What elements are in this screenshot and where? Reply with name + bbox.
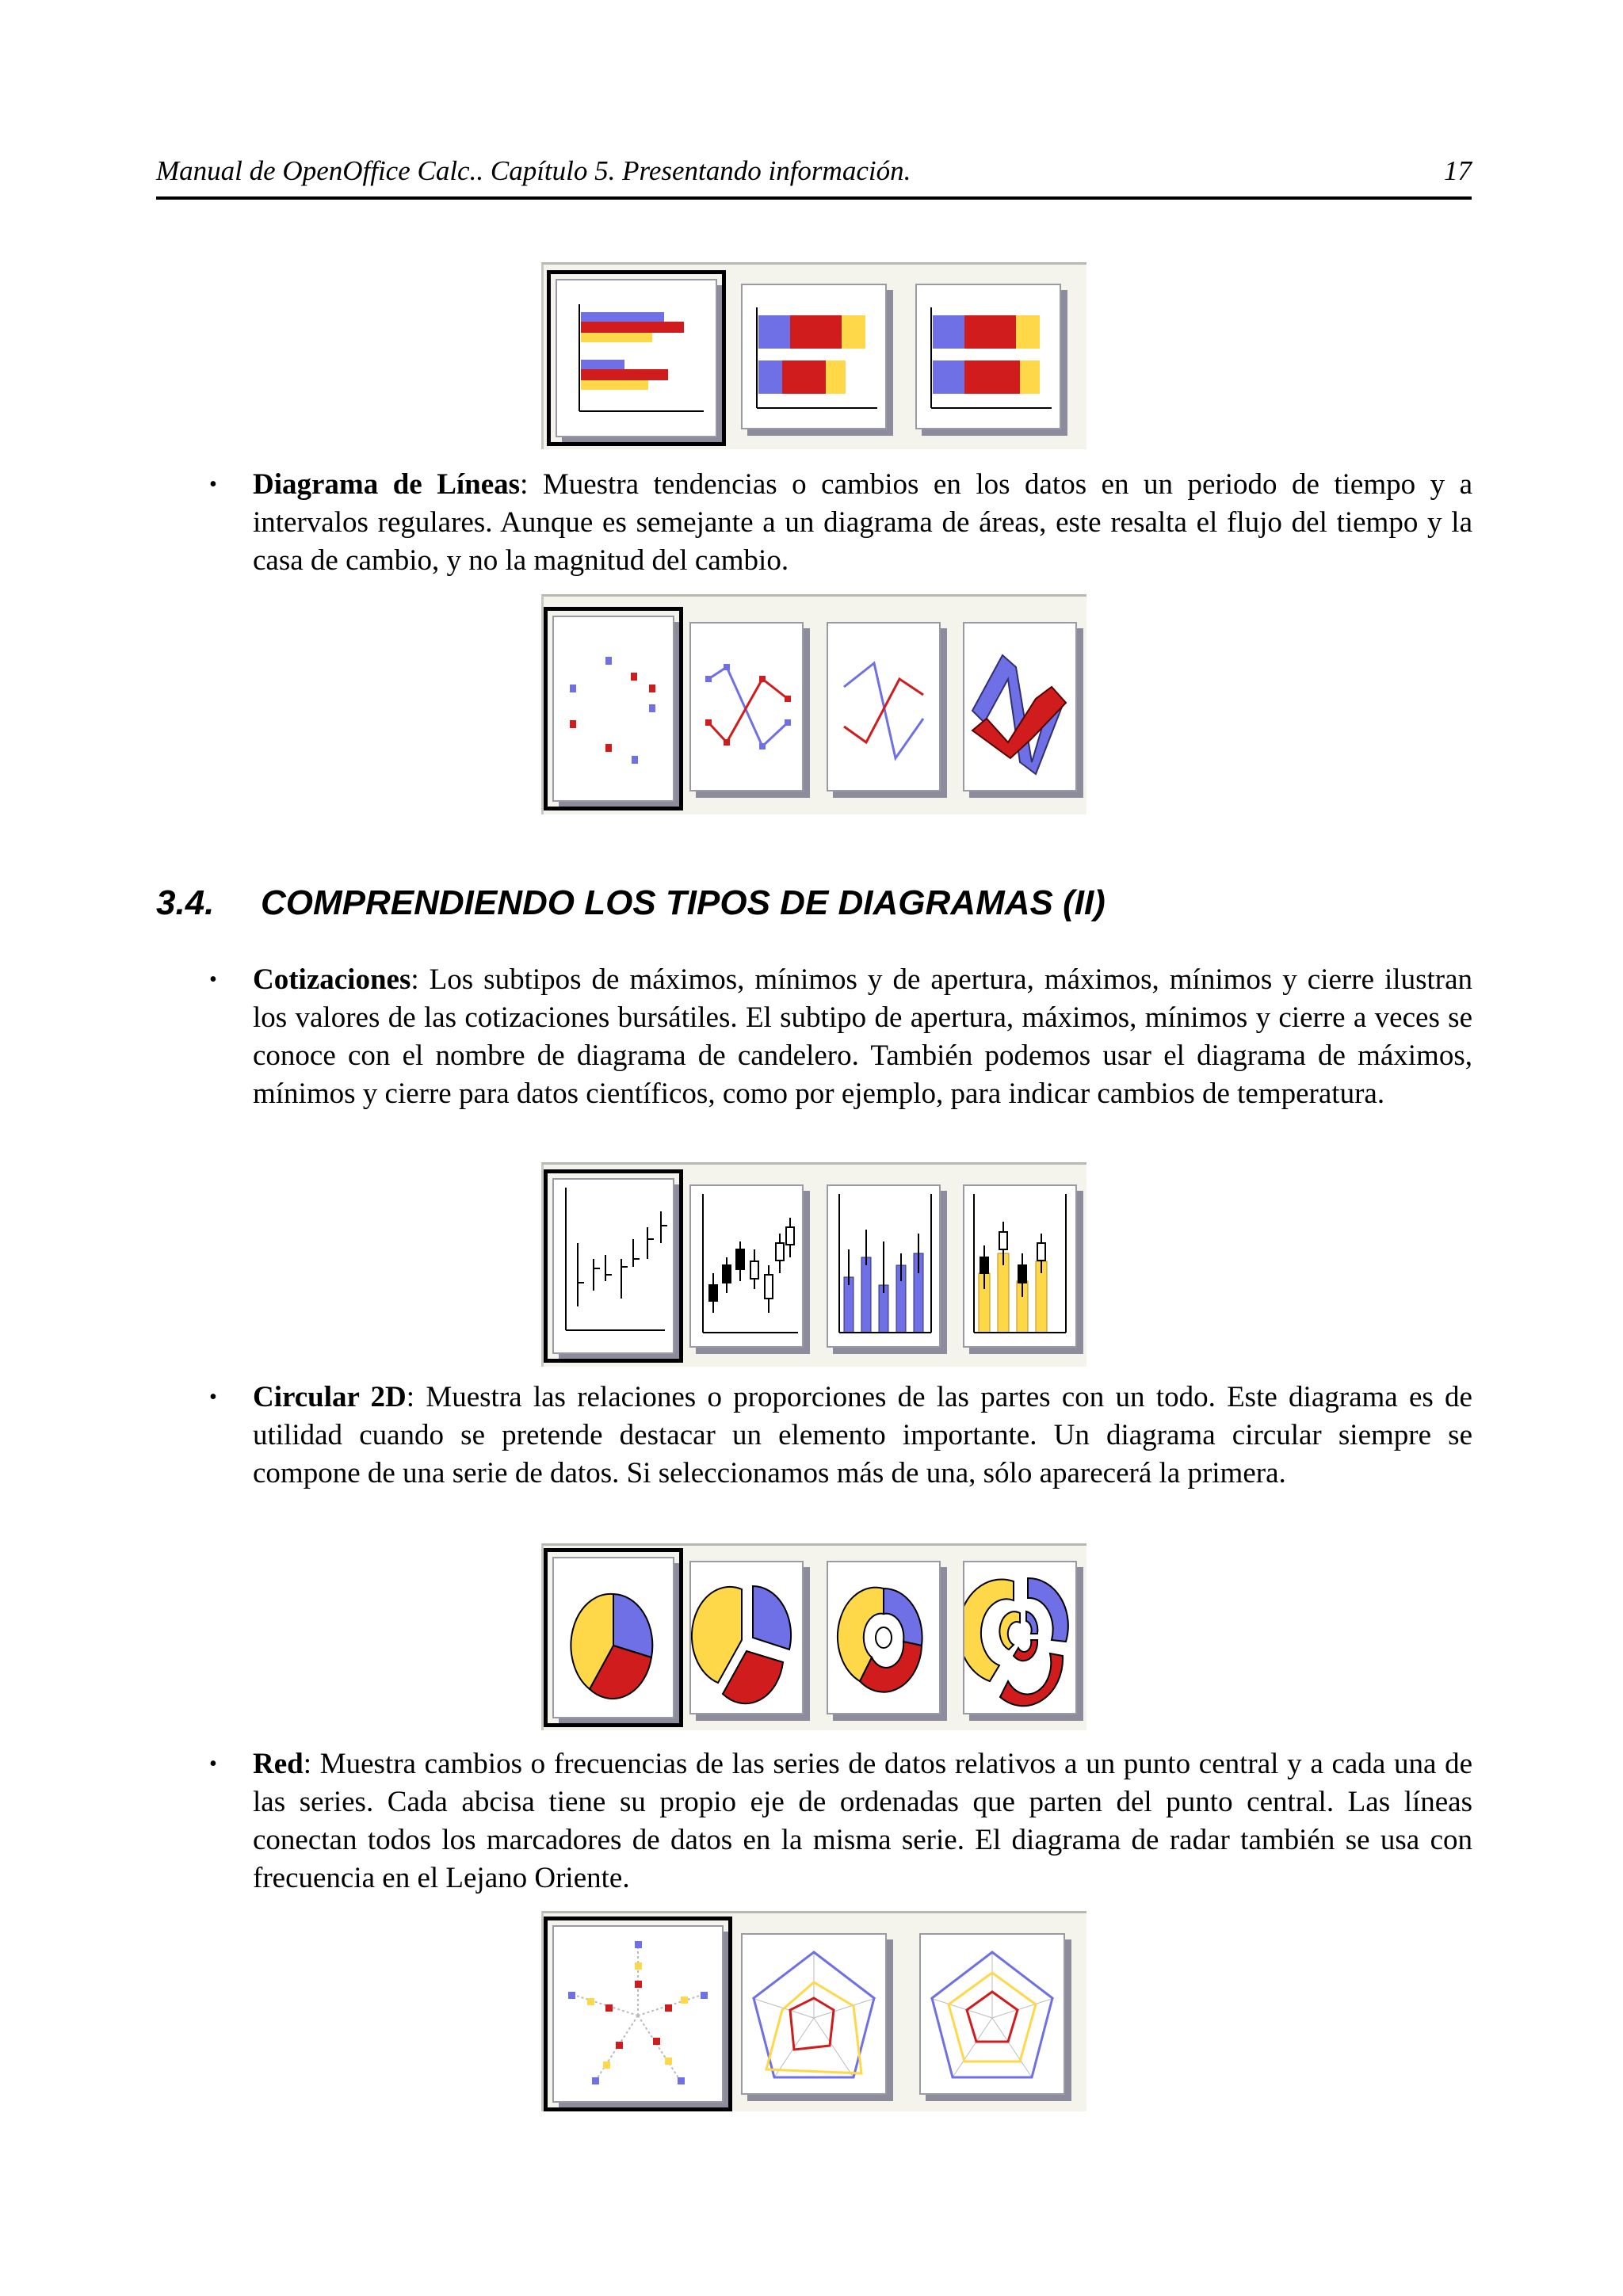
stock-volume-ohlc-icon[interactable]	[963, 1184, 1077, 1348]
section-title: COMPRENDIENDO LOS TIPOS DE DIAGRAMAS (II)	[261, 883, 1106, 922]
donut-icon[interactable]	[827, 1561, 941, 1714]
net-stacked-icon[interactable]	[919, 1933, 1065, 2095]
line-3d-icon[interactable]	[963, 622, 1077, 791]
bullet-term: Diagrama de Líneas	[253, 468, 521, 501]
bar-percent-stacked-icon[interactable]	[915, 284, 1061, 429]
bullet-red: • Red: Muestra cambios o frecuencias de las series de datos relativos a un punto central y a cada una de las series. Cada abcisa tiene su propio eje de ordenadas que parten del punto central. Las líneas conectan todos los marcadores de datos en la misma serie. El diagrama de radar también se usa con frecuencia en el Lejano Oriente.	[209, 1748, 1472, 1894]
line-points-lines-icon[interactable]	[689, 622, 804, 791]
pie-exploded-icon[interactable]	[689, 1561, 804, 1714]
bullet-text: : Los subtipos de máximos, mínimos y de apertura, máximos, mínimos y cierre ilustran los valores de las cotizaciones bursátiles. El subtipo de apertura, máximos, mínimos y cierre a veces se conoce con el nombre de diagrama de candelero. También podemos usar el diagrama de máximos, mínimos y cierre para datos científicos, como por ejemplo, para indicar cambios de temperatura.	[253, 963, 1472, 1110]
pie-normal-icon[interactable]	[552, 1557, 674, 1718]
header-title: Manual de OpenOffice Calc.. Capítulo 5. Presentando información.	[156, 155, 911, 186]
bullet-diagrama-lineas: • Diagrama de Líneas: Muestra tendencias o cambios en los datos en un periodo de tiempo y a intervalos regulares. Aunque es semejante a un diagrama de áreas, este resalta el flujo del tiempo y la casa de cambio, y no la magnitud del cambio.	[209, 468, 1472, 577]
page-number: 17	[1444, 155, 1472, 186]
bullet-term: Red	[253, 1748, 304, 1780]
bullet-circular-2d: • Circular 2D: Muestra las relaciones o proporciones de las partes con un todo. Este diagrama es de utilidad cuando se pretende destacar un elemento importante. Un diagrama circular siempre se compone de una serie de datos. Si seleccionamos más de una, sólo aparecerá la primera.	[209, 1381, 1472, 1489]
bar-stacked-icon[interactable]	[741, 284, 887, 429]
net-lines-icon[interactable]	[741, 1933, 887, 2095]
bullet-text: : Muestra las relaciones o proporciones de las partes con un todo. Este diagrama es de utilidad cuando se pretende destacar un elemento importante. Un diagrama circular siempre se compone de una serie de datos. Si seleccionamos más de una, sólo aparecerá la primera.	[253, 1381, 1472, 1489]
bullet-term: Cotizaciones	[253, 963, 411, 996]
line-lines-icon[interactable]	[827, 622, 941, 791]
stock-ohlc-icon[interactable]	[689, 1184, 804, 1348]
section-number: 3.4.	[156, 883, 215, 922]
stock-hlc-icon[interactable]	[552, 1178, 674, 1354]
bullet-text: : Muestra cambios o frecuencias de las series de datos relativos a un punto central y a cada una de las series. Cada abcisa tiene su propio eje de ordenadas que parten del punto central. Las líneas conectan todos los marcadores de datos en la misma serie. El diagrama de radar también se usa con frecuencia en el Lejano Oriente.	[253, 1748, 1472, 1894]
section-heading	[156, 883, 1106, 923]
bullet-term: Circular 2D	[253, 1381, 407, 1413]
bar-horizontal-icon[interactable]	[556, 279, 717, 437]
line-points-icon[interactable]	[552, 616, 674, 802]
page-header	[156, 155, 1472, 200]
stock-volume-hlc-icon[interactable]	[827, 1184, 941, 1348]
bullet-text: : Muestra tendencias o cambios en los datos en un periodo de tiempo y a intervalos regulares. Aunque es semejante a un diagrama de áreas, este resalta el flujo del tiempo y la casa de cambio, y no la magnitud del cambio.	[253, 468, 1472, 577]
bullet-cotizaciones: • Cotizaciones: Los subtipos de máximos, mínimos y de apertura, máximos, mínimos y cierre ilustran los valores de las cotizaciones bursátiles. El subtipo de apertura, máximos, mínimos y cierre a veces se conoce con el nombre de diagrama de candelero. También podemos usar el diagrama de máximos, mínimos y cierre para datos científicos, como por ejemplo, para indicar cambios de temperatura.	[209, 963, 1472, 1110]
donut-exploded-icon[interactable]	[963, 1561, 1077, 1714]
net-points-icon[interactable]	[552, 1925, 724, 2103]
